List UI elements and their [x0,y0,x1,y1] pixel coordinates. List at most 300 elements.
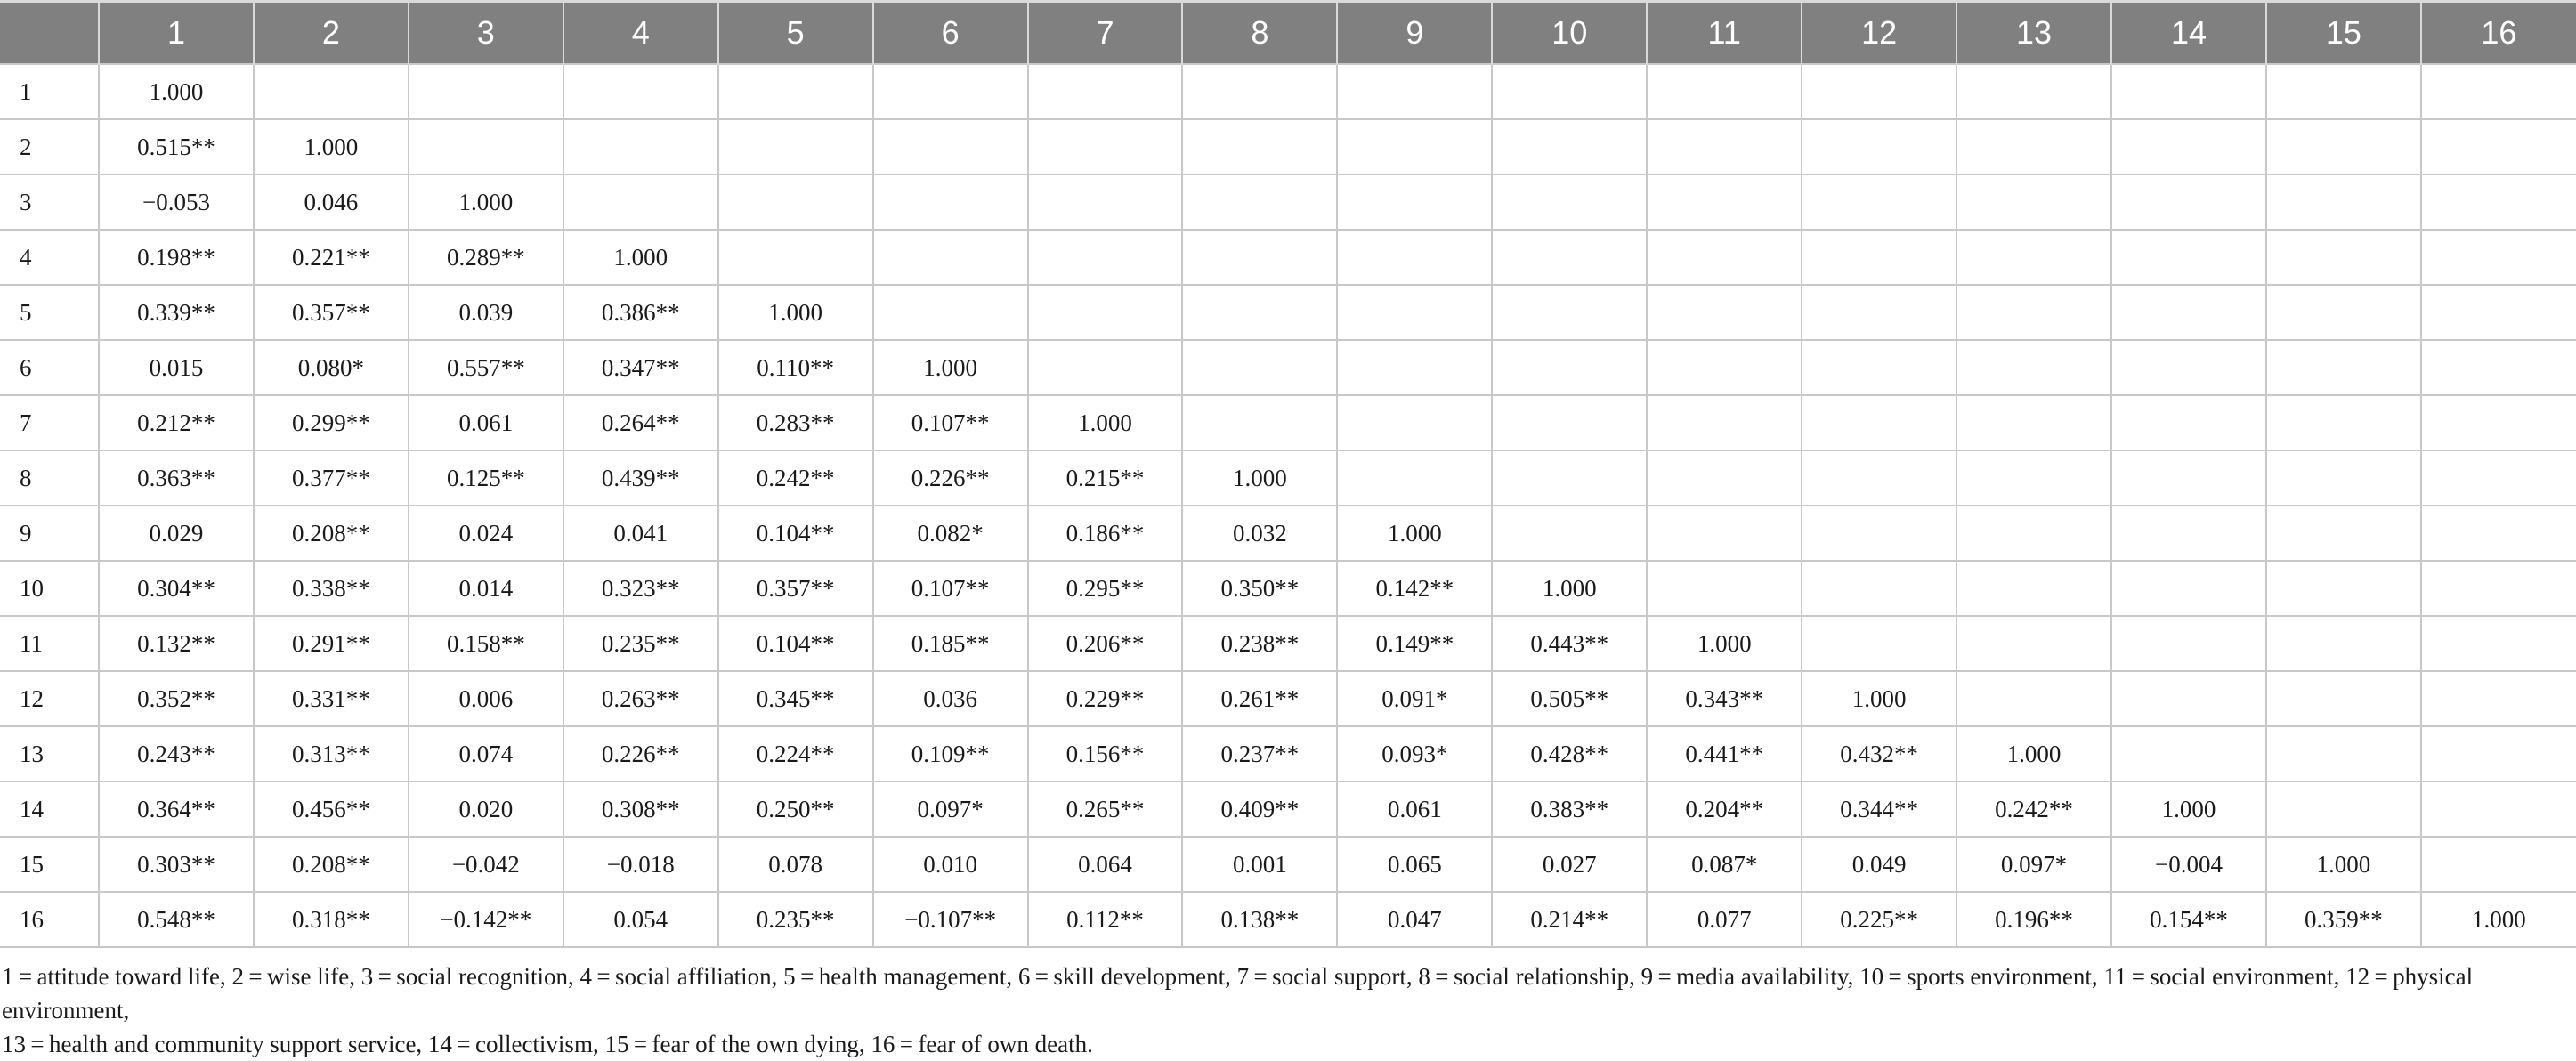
table-cell: 0.229** [1028,671,1183,726]
table-cell [1647,561,1802,616]
table-header [0,2,2576,65]
table-cell [563,64,718,119]
table-cell: 1.000 [563,230,718,285]
table-cell: 0.237** [1182,726,1337,782]
column-header: 11 [1647,2,1802,65]
table-cell [873,174,1028,230]
table-cell [2421,506,2576,561]
table-cell: 0.383** [1492,782,1647,837]
table-cell [2111,230,2266,285]
table-row [0,671,2576,726]
table-cell: 0.054 [563,892,718,947]
table-cell [1956,506,2111,561]
table-cell [2421,119,2576,174]
table-cell [1337,285,1492,340]
column-header: 13 [1956,2,2111,65]
table-cell: 0.109** [873,726,1028,782]
table-cell [1802,285,1956,340]
table-cell [1956,395,2111,450]
row-header: 7 [0,395,99,450]
table-cell: 0.020 [409,782,563,837]
table-cell [1647,450,1802,506]
table-cell: 0.080* [254,340,409,395]
table-cell [2266,174,2421,230]
table-cell: 0.263** [563,671,718,726]
table-cell [1182,395,1337,450]
table-cell: 1.000 [1802,671,1956,726]
table-cell: −0.042 [409,837,563,892]
table-row [0,340,2576,395]
row-header: 5 [0,285,99,340]
table-cell: 0.291** [254,616,409,671]
table-cell: 1.000 [99,64,254,119]
table-cell [2421,616,2576,671]
table-cell [1028,285,1183,340]
header-corner-cell [0,2,99,65]
table-cell: 0.206** [1028,616,1183,671]
table-cell: 0.235** [718,892,873,947]
table-cell [2421,837,2576,892]
column-header: 9 [1337,2,1492,65]
table-cell: 0.318** [254,892,409,947]
table-cell: 0.029 [99,506,254,561]
table-cell: 0.036 [873,671,1028,726]
table-cell: 0.215** [1028,450,1183,506]
table-cell: 1.000 [1028,395,1183,450]
table-cell: 0.198** [99,230,254,285]
table-cell [873,230,1028,285]
table-cell [2266,230,2421,285]
table-cell [1492,450,1647,506]
table-cell [1802,395,1956,450]
table-cell: 0.107** [873,395,1028,450]
table-cell [1492,395,1647,450]
table-cell: 0.226** [563,726,718,782]
table-cell: 0.323** [563,561,718,616]
column-header: 14 [2111,2,2266,65]
table-row [0,174,2576,230]
table-cell: 0.548** [99,892,254,947]
table-cell: 0.225** [1802,892,1956,947]
row-header: 15 [0,837,99,892]
table-cell: 0.041 [563,506,718,561]
row-header: 8 [0,450,99,506]
table-cell [409,64,563,119]
table-cell: 0.149** [1337,616,1492,671]
table-cell: 0.313** [254,726,409,782]
table-cell [2421,285,2576,340]
table-cell [1647,340,1802,395]
table-cell: 0.261** [1182,671,1337,726]
table-cell: 0.082* [873,506,1028,561]
table-row [0,782,2576,837]
table-cell: 0.264** [563,395,718,450]
table-cell: 0.338** [254,561,409,616]
table-cell: 0.112** [1028,892,1183,947]
table-cell [2421,561,2576,616]
table-cell: 0.299** [254,395,409,450]
table-cell [2111,174,2266,230]
table-cell [1956,450,2111,506]
table-cell [1337,395,1492,450]
row-header: 14 [0,782,99,837]
table-cell: −0.142** [409,892,563,947]
table-body [0,64,2576,947]
table-cell [1956,561,2111,616]
table-cell: 0.343** [1647,671,1802,726]
column-header: 1 [99,2,254,65]
table-cell: 0.242** [1956,782,2111,837]
column-header: 16 [2421,2,2576,65]
table-cell: 0.345** [718,671,873,726]
table-cell [1337,64,1492,119]
table-cell [1492,340,1647,395]
table-cell [2421,671,2576,726]
table-cell: 0.364** [99,782,254,837]
table-row [0,616,2576,671]
table-cell: 1.000 [873,340,1028,395]
table-cell [1802,64,1956,119]
table-cell: 0.238** [1182,616,1337,671]
table-cell: 0.001 [1182,837,1337,892]
table-cell: 0.515** [99,119,254,174]
table-cell [1492,64,1647,119]
table-cell: 0.224** [718,726,873,782]
table-cell: 1.000 [1956,726,2111,782]
table-cell [2266,616,2421,671]
table-cell [2111,285,2266,340]
table-cell: 0.208** [254,837,409,892]
row-header: 12 [0,671,99,726]
table-cell [1956,119,2111,174]
table-cell [2111,726,2266,782]
table-cell: 1.000 [1337,506,1492,561]
table-cell [1956,285,2111,340]
table-cell [873,64,1028,119]
table-cell [409,119,563,174]
table-cell: 0.125** [409,450,563,506]
table-cell [718,230,873,285]
table-cell [2421,340,2576,395]
table-cell: 0.363** [99,450,254,506]
table-cell: 0.357** [718,561,873,616]
column-header: 2 [254,2,409,65]
table-cell: 0.015 [99,340,254,395]
table-cell: 0.304** [99,561,254,616]
footnote-line-2: 13 = health and community support service, 14 = collectivism, 15 = fear of the own dying, 16 = fear of own death. [2,1031,1093,1057]
header-row [0,2,2576,65]
table-cell [1182,119,1337,174]
table-cell: 0.010 [873,837,1028,892]
table-cell [2111,64,2266,119]
table-row [0,395,2576,450]
table-cell [1492,285,1647,340]
table-row [0,119,2576,174]
table-row [0,561,2576,616]
table-cell [1182,64,1337,119]
table-cell: 1.000 [254,119,409,174]
table-cell [1956,230,2111,285]
table-cell: 0.078 [718,837,873,892]
table-cell: 1.000 [1182,450,1337,506]
table-cell [2421,230,2576,285]
table-footnote [0,960,2556,1061]
table-cell: 0.204** [1647,782,1802,837]
table-cell [1492,230,1647,285]
table-cell [2266,726,2421,782]
table-cell [1802,174,1956,230]
table-cell [2266,561,2421,616]
table-cell [1802,340,1956,395]
table-cell [2111,616,2266,671]
column-header: 12 [1802,2,1956,65]
table-cell: 0.039 [409,285,563,340]
table-cell: 0.339** [99,285,254,340]
table-cell [1956,671,2111,726]
table-cell [2421,782,2576,837]
table-cell [1647,506,1802,561]
table-cell [1028,174,1183,230]
row-header: 3 [0,174,99,230]
table-cell [2421,726,2576,782]
table-cell: 0.557** [409,340,563,395]
table-cell [1337,119,1492,174]
table-cell [1802,450,1956,506]
table-cell: 0.074 [409,726,563,782]
table-cell [2111,450,2266,506]
table-cell: 0.104** [718,506,873,561]
table-cell [1647,230,1802,285]
column-header: 4 [563,2,718,65]
table-cell: 0.214** [1492,892,1647,947]
table-cell: 0.352** [99,671,254,726]
footnote-line-1: 1 = attitude toward life, 2 = wise life, 3 = social recognition, 4 = social affiliation, 5 = health management, 6 = skill development, 7 = social support, 8 = social relationship, 9 = media availability, 10 = sports environment, 11 = social environment, 12 = physical environment, [2,963,2474,1024]
row-header: 1 [0,64,99,119]
table-cell: 0.156** [1028,726,1183,782]
table-cell: 0.186** [1028,506,1183,561]
table-cell: 1.000 [409,174,563,230]
table-cell: 0.014 [409,561,563,616]
table-cell [1647,285,1802,340]
table-cell: 0.350** [1182,561,1337,616]
table-cell: −0.107** [873,892,1028,947]
table-cell [1182,340,1337,395]
row-header: 4 [0,230,99,285]
table-cell [1492,119,1647,174]
table-cell: 1.000 [2266,837,2421,892]
table-cell [1956,64,2111,119]
table-cell [1956,340,2111,395]
table-cell: −0.004 [2111,837,2266,892]
table-cell: 0.439** [563,450,718,506]
table-cell [2421,450,2576,506]
table-cell: 0.226** [873,450,1028,506]
table-cell [873,285,1028,340]
table-cell [2111,671,2266,726]
table-cell [2421,64,2576,119]
table-cell: 0.308** [563,782,718,837]
row-header: 10 [0,561,99,616]
table-row [0,285,2576,340]
table-row [0,837,2576,892]
row-header: 2 [0,119,99,174]
table-cell [1956,616,2111,671]
table-cell: 0.242** [718,450,873,506]
table-cell: 0.158** [409,616,563,671]
table-cell: 0.409** [1182,782,1337,837]
table-cell [2111,395,2266,450]
table-cell: 0.250** [718,782,873,837]
table-row [0,506,2576,561]
table-cell: 0.196** [1956,892,2111,947]
table-cell: 0.142** [1337,561,1492,616]
table-cell: 0.091* [1337,671,1492,726]
table-cell: 1.000 [718,285,873,340]
table-cell: 0.432** [1802,726,1956,782]
table-cell: 0.154** [2111,892,2266,947]
table-cell: 1.000 [1492,561,1647,616]
table-cell: 0.303** [99,837,254,892]
table-cell [2266,64,2421,119]
table-cell: 0.357** [254,285,409,340]
table-row [0,892,2576,947]
table-cell: 0.386** [563,285,718,340]
table-cell: 0.344** [1802,782,1956,837]
table-cell [2421,395,2576,450]
table-cell: 0.377** [254,450,409,506]
table-cell [1337,230,1492,285]
table-cell: 0.138** [1182,892,1337,947]
table-cell: 0.097* [1956,837,2111,892]
table-cell: 0.047 [1337,892,1492,947]
column-header: 7 [1028,2,1183,65]
column-header: 8 [1182,2,1337,65]
table-cell [1802,561,1956,616]
table-cell: 0.077 [1647,892,1802,947]
table-cell [718,64,873,119]
table-cell: 0.243** [99,726,254,782]
table-cell: 0.359** [2266,892,2421,947]
table-cell: 0.065 [1337,837,1492,892]
table-cell [2111,561,2266,616]
table-cell: 0.208** [254,506,409,561]
table-cell: 1.000 [2111,782,2266,837]
table-cell: 0.185** [873,616,1028,671]
table-cell [2266,671,2421,726]
table-cell: 0.295** [1028,561,1183,616]
row-header: 11 [0,616,99,671]
table-cell: 0.064 [1028,837,1183,892]
table-cell [1802,230,1956,285]
table-cell [1337,450,1492,506]
table-cell [2111,340,2266,395]
table-cell [1182,285,1337,340]
table-row [0,64,2576,119]
column-header: 6 [873,2,1028,65]
table-cell [563,119,718,174]
table-cell: 0.212** [99,395,254,450]
table-row [0,450,2576,506]
table-cell [2266,450,2421,506]
table-cell: 0.104** [718,616,873,671]
table-cell [2111,119,2266,174]
column-header: 5 [718,2,873,65]
table-cell [2421,174,2576,230]
table-cell: 0.061 [1337,782,1492,837]
table-cell: 0.110** [718,340,873,395]
row-header: 16 [0,892,99,947]
table-cell: 0.027 [1492,837,1647,892]
column-header: 3 [409,2,563,65]
table-cell [718,119,873,174]
table-cell [1492,174,1647,230]
row-header: 6 [0,340,99,395]
table-cell: 0.046 [254,174,409,230]
table-cell: 0.235** [563,616,718,671]
table-row [0,726,2576,782]
table-cell [563,174,718,230]
table-cell [1028,64,1183,119]
table-cell [2266,119,2421,174]
table-cell: 0.087* [1647,837,1802,892]
table-cell [1337,340,1492,395]
table-cell [2266,506,2421,561]
column-header: 15 [2266,2,2421,65]
table-cell [1956,174,2111,230]
table-cell: 0.032 [1182,506,1337,561]
table-cell: 0.428** [1492,726,1647,782]
table-cell: 0.093* [1337,726,1492,782]
table-cell: 0.265** [1028,782,1183,837]
table-row [0,230,2576,285]
table-cell: 0.441** [1647,726,1802,782]
table-cell [1028,119,1183,174]
table-cell [1647,174,1802,230]
table-cell: 0.331** [254,671,409,726]
table-cell [1182,230,1337,285]
table-cell: 0.289** [409,230,563,285]
table-cell: 0.443** [1492,616,1647,671]
table-cell [1802,616,1956,671]
table-cell: 0.061 [409,395,563,450]
table-cell [2266,395,2421,450]
table-cell [718,174,873,230]
table-cell [1028,340,1183,395]
table-cell: 0.132** [99,616,254,671]
table-cell [2266,340,2421,395]
table-cell [1802,506,1956,561]
table-cell [1337,174,1492,230]
table-cell: 1.000 [2421,892,2576,947]
table-cell [873,119,1028,174]
table-cell: 0.097* [873,782,1028,837]
table-cell: 0.107** [873,561,1028,616]
table-cell [1028,230,1183,285]
table-cell: 0.283** [718,395,873,450]
row-header: 9 [0,506,99,561]
row-header: 13 [0,726,99,782]
table-cell [1647,64,1802,119]
table-cell [2111,506,2266,561]
table-cell [1647,119,1802,174]
table-cell: 0.347** [563,340,718,395]
table-cell [1492,506,1647,561]
table-cell: −0.053 [99,174,254,230]
column-header: 10 [1492,2,1647,65]
table-cell [2266,782,2421,837]
table-cell: 0.006 [409,671,563,726]
table-cell: 0.221** [254,230,409,285]
